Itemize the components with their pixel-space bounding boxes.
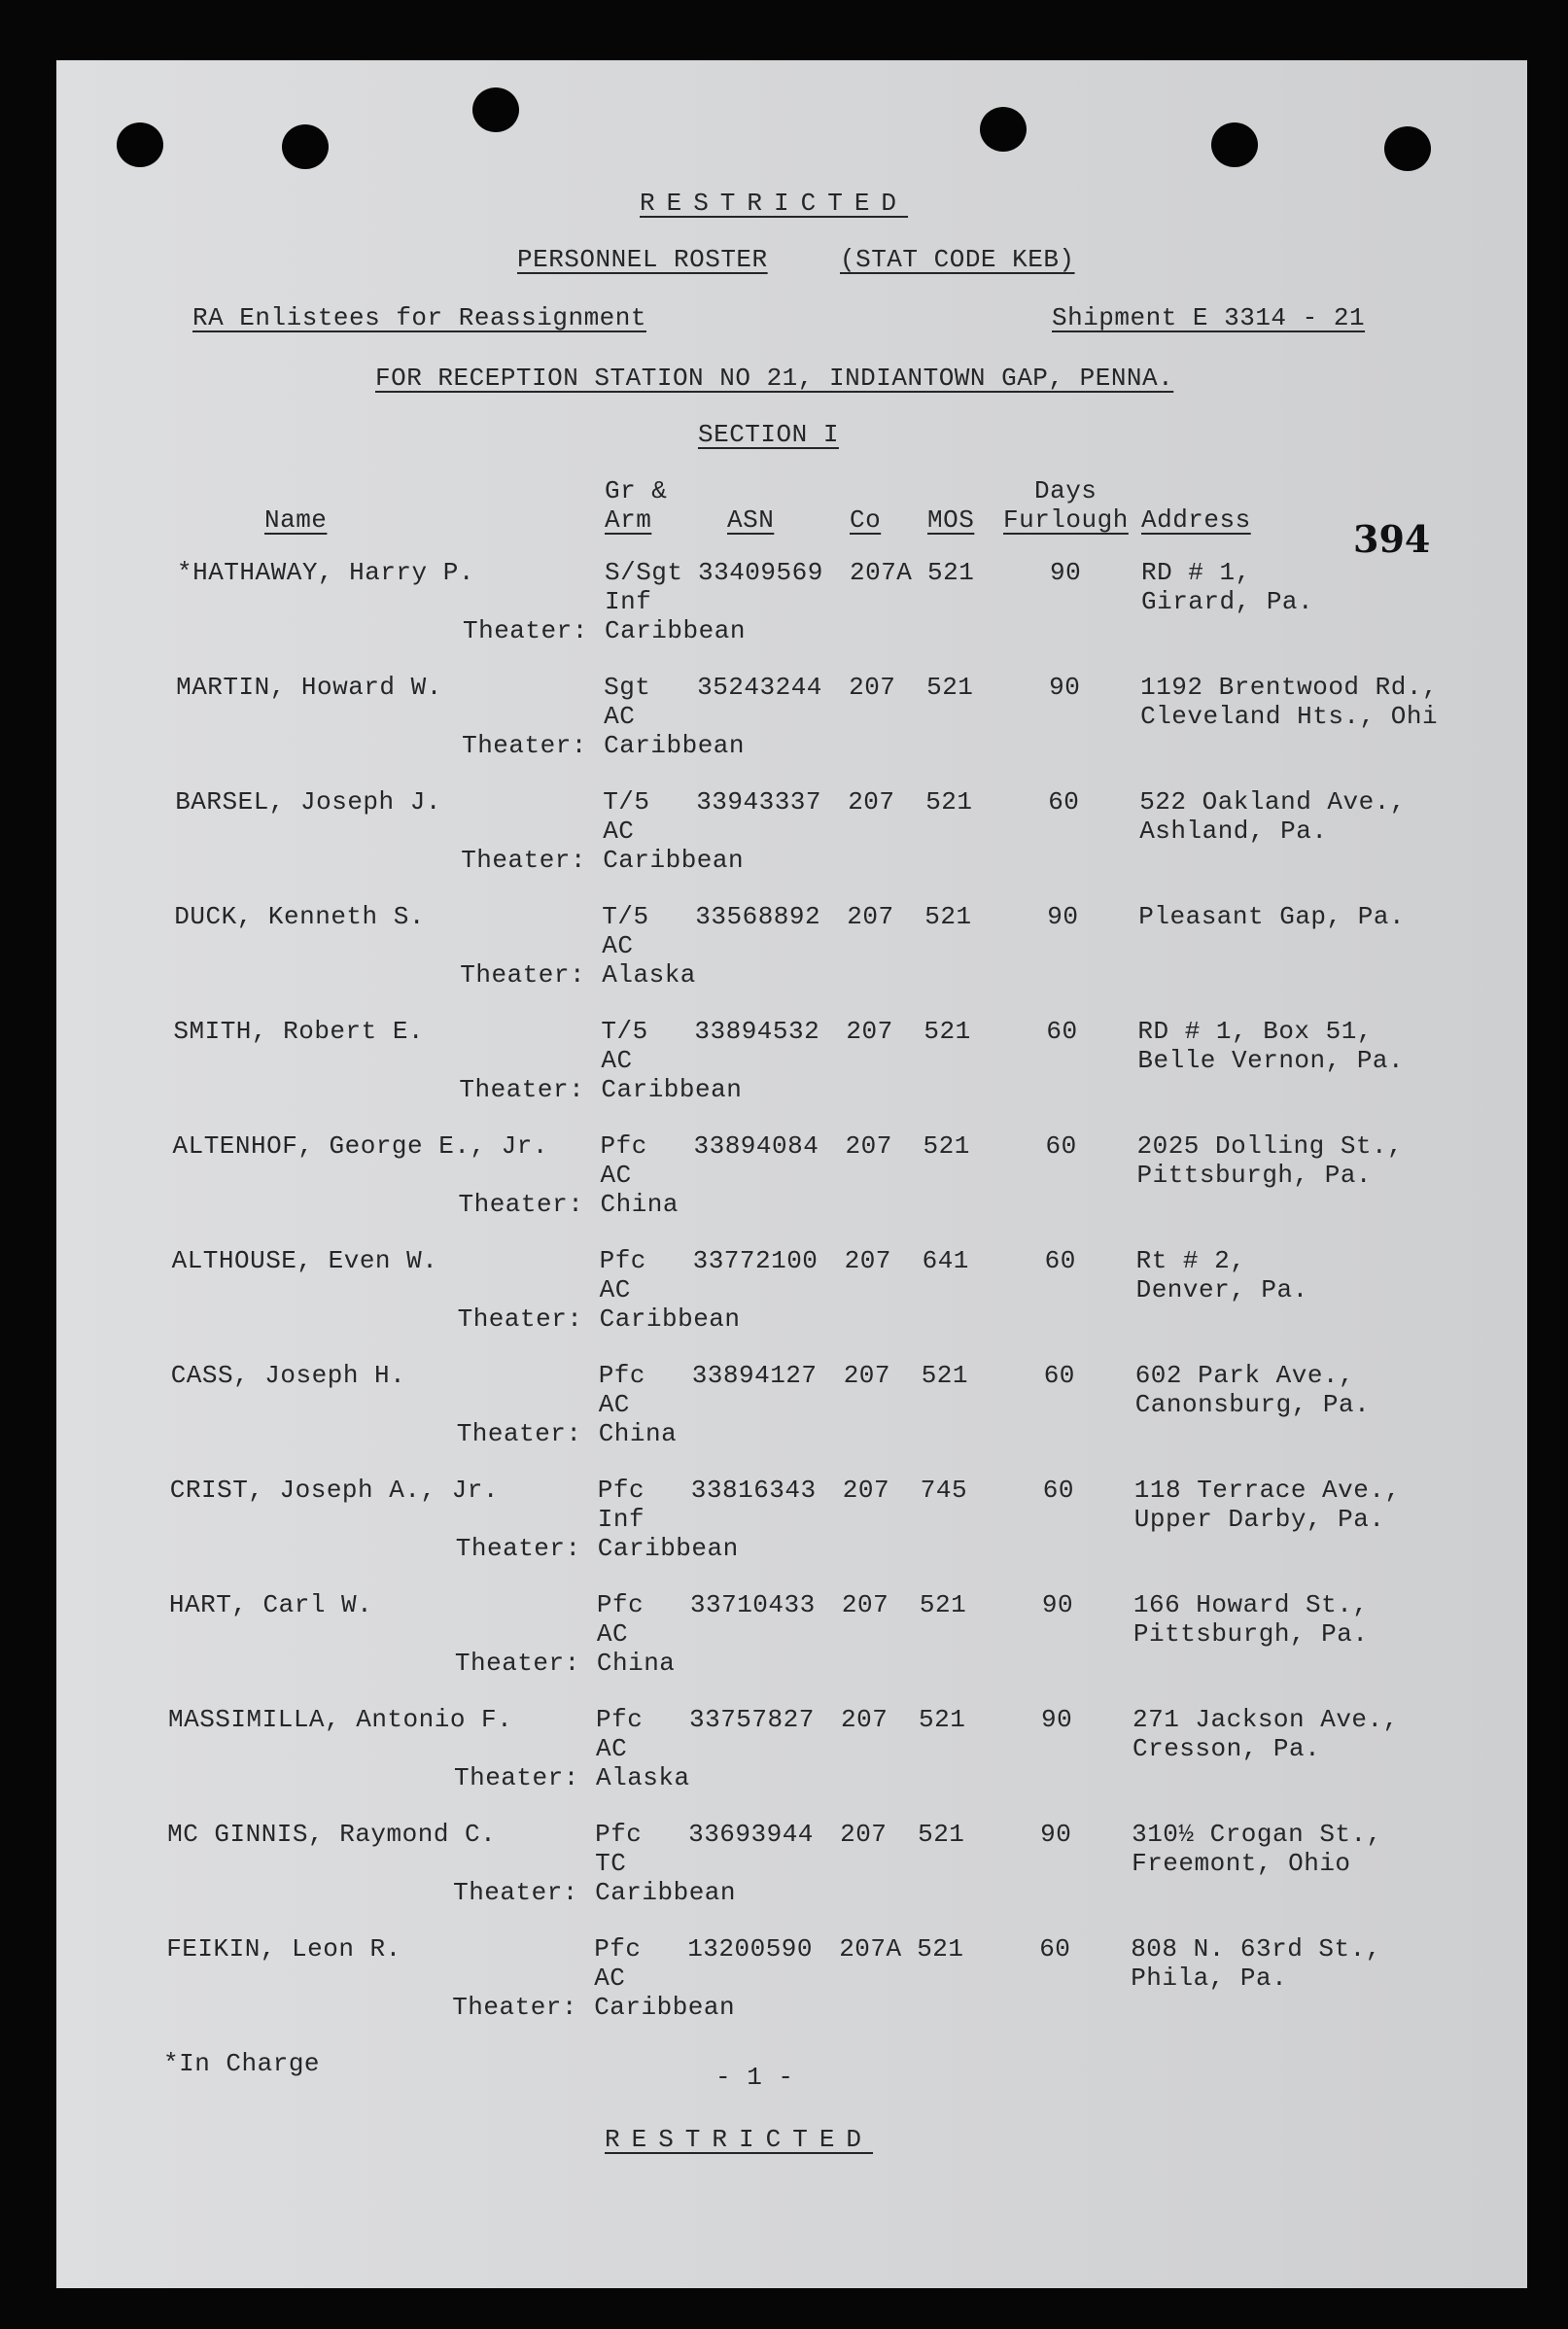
table-row — [56, 1476, 1527, 1582]
roster-company: 207 — [846, 1017, 893, 1046]
theater-label: Theater: — [454, 1649, 580, 1678]
roster-arm: AC — [601, 1046, 633, 1075]
roster-arm: AC — [602, 931, 634, 960]
col-gr-arm-top: Gr & — [605, 476, 668, 505]
roster-days: 60 — [1039, 1934, 1071, 1964]
roster-address-line1: 602 Park Ave., — [1134, 1361, 1355, 1390]
page-stamp-number: 394 — [1353, 517, 1431, 561]
roster-mos: 641 — [922, 1246, 969, 1275]
roster-mos: 521 — [926, 673, 974, 702]
roster-grade: T/5 — [601, 1017, 648, 1046]
roster-name: ALTENHOF, George E., Jr. — [172, 1131, 548, 1161]
roster-name: SMITH, Robert E. — [173, 1017, 425, 1046]
roster-company: 207 — [844, 1246, 891, 1275]
roster-theater: China — [596, 1649, 676, 1678]
punch-hole — [1384, 126, 1431, 171]
roster-grade: S/Sgt — [605, 558, 683, 587]
roster-title: PERSONNEL ROSTER — [517, 245, 768, 274]
roster-days: 90 — [1047, 902, 1079, 931]
enlistees-subtitle: RA Enlistees for Reassignment — [192, 303, 646, 332]
roster-mos: 521 — [923, 1017, 971, 1046]
roster-grade: Pfc — [596, 1590, 645, 1619]
roster-theater: China — [598, 1419, 678, 1448]
roster-theater: Caribbean — [601, 1075, 743, 1104]
roster-theater: Caribbean — [594, 1993, 736, 2022]
roster-address-line2: Girard, Pa. — [1141, 587, 1314, 616]
roster-theater: Caribbean — [599, 1304, 741, 1334]
roster-arm: AC — [600, 1161, 632, 1190]
col-address: Address — [1141, 505, 1251, 535]
col-mos: MOS — [927, 505, 975, 535]
table-row — [56, 1705, 1527, 1812]
roster-mos: 745 — [920, 1476, 968, 1505]
roster-theater: Alaska — [596, 1763, 690, 1792]
table-row — [56, 1590, 1527, 1697]
roster-address-line1: Pleasant Gap, Pa. — [1138, 902, 1406, 931]
roster-name: ALTHOUSE, Even W. — [171, 1246, 438, 1275]
roster-arm: Inf — [597, 1505, 645, 1534]
roster-company: 207 — [841, 1705, 889, 1734]
roster-mos: 521 — [923, 1131, 970, 1161]
roster-company: 207 — [843, 1361, 890, 1390]
roster-asn: 33894532 — [694, 1017, 820, 1046]
punch-hole — [980, 107, 1027, 152]
roster-address-line2: Freemont, Ohio — [1132, 1849, 1351, 1878]
roster-address-line1: 1192 Brentwood Rd., — [1140, 673, 1439, 702]
roster-address-line1: 2025 Dolling St., — [1136, 1131, 1404, 1161]
roster-name: DUCK, Kenneth S. — [174, 902, 425, 931]
roster-asn: 33772100 — [692, 1246, 819, 1275]
roster-asn: 33894084 — [693, 1131, 819, 1161]
roster-name: BARSEL, Joseph J. — [175, 787, 441, 817]
roster-company: 207 — [847, 902, 894, 931]
roster-mos: 521 — [919, 1590, 967, 1619]
theater-label: Theater: — [461, 846, 587, 875]
roster-name: FEIKIN, Leon R. — [166, 1934, 401, 1964]
roster-name: MASSIMILLA, Antonio F. — [168, 1705, 513, 1734]
col-gr-arm: Arm — [605, 505, 652, 535]
roster-days: 90 — [1050, 558, 1082, 587]
table-row — [56, 1017, 1527, 1124]
roster-asn: 33710433 — [689, 1590, 816, 1619]
roster-address-line2: Pittsburgh, Pa. — [1132, 1619, 1369, 1649]
roster-days: 60 — [1042, 1476, 1075, 1505]
roster-address-line2: Phila, Pa. — [1131, 1964, 1288, 1993]
roster-asn: 13200590 — [687, 1934, 814, 1964]
punch-hole — [472, 87, 519, 132]
page-number: - 1 - — [715, 2063, 794, 2092]
roster-arm: AC — [596, 1619, 629, 1649]
roster-asn: 33943337 — [696, 787, 822, 817]
roster-grade: Pfc — [596, 1705, 644, 1734]
roster-address-line1: 271 Jackson Ave., — [1132, 1705, 1399, 1734]
roster-grade: Pfc — [594, 1934, 642, 1964]
roster-grade: T/5 — [602, 902, 649, 931]
destination-line: FOR RECEPTION STATION NO 21, INDIANTOWN GAP, PENNA. — [375, 364, 1174, 393]
roster-asn: 33816343 — [690, 1476, 817, 1505]
roster-grade: T/5 — [603, 787, 650, 817]
roster-company: 207A — [839, 1934, 902, 1964]
roster-days: 60 — [1045, 1131, 1077, 1161]
roster-name: HART, Carl W. — [168, 1590, 373, 1619]
roster-days: 60 — [1044, 1246, 1076, 1275]
roster-address-line1: 522 Oakland Ave., — [1139, 787, 1406, 817]
roster-grade: Pfc — [598, 1361, 645, 1390]
roster-asn: 33409569 — [698, 558, 823, 587]
roster-mos: 521 — [917, 1934, 964, 1964]
roster-days: 60 — [1043, 1361, 1075, 1390]
roster-address-line1: RD # 1, — [1141, 558, 1251, 587]
roster-company: 207 — [848, 787, 895, 817]
table-row — [56, 1934, 1527, 2041]
roster-mos: 521 — [927, 558, 975, 587]
roster-grade: Pfc — [597, 1476, 645, 1505]
roster-mos: 521 — [921, 1361, 968, 1390]
roster-address-line2: Upper Darby, Pa. — [1133, 1505, 1385, 1534]
theater-label: Theater: — [455, 1534, 581, 1563]
roster-company: 207 — [845, 1131, 892, 1161]
roster-page — [56, 60, 1527, 2288]
roster-address-line2: Denver, Pa. — [1135, 1275, 1308, 1304]
roster-name: CASS, Joseph H. — [170, 1361, 406, 1390]
punch-hole — [282, 124, 329, 169]
roster-asn: 35243244 — [697, 673, 822, 702]
roster-grade: Sgt — [604, 673, 651, 702]
section-title: SECTION I — [698, 420, 839, 449]
roster-theater: Caribbean — [605, 616, 746, 645]
roster-address-line2: Ashland, Pa. — [1139, 817, 1328, 846]
roster-theater: Caribbean — [604, 731, 746, 760]
col-name: Name — [264, 505, 328, 535]
roster-days: 60 — [1048, 787, 1080, 817]
roster-asn: 33568892 — [695, 902, 821, 931]
in-charge-note: *In Charge — [163, 2049, 321, 2078]
punch-hole — [1211, 122, 1258, 167]
roster-name: MARTIN, Howard W. — [176, 673, 442, 702]
table-row — [56, 1820, 1527, 1927]
shipment-number: Shipment E 3314 - 21 — [1052, 303, 1366, 332]
roster-arm: AC — [604, 702, 636, 731]
theater-label: Theater: — [452, 1993, 578, 2022]
roster-address-line1: 310½ Crogan St., — [1132, 1820, 1382, 1849]
roster-company: 207 — [841, 1590, 889, 1619]
col-asn: ASN — [727, 505, 775, 535]
roster-address-line1: 166 Howard St., — [1132, 1590, 1369, 1619]
roster-days: 90 — [1041, 1590, 1074, 1619]
roster-asn: 33894127 — [691, 1361, 818, 1390]
punch-hole — [117, 122, 163, 167]
roster-company: 207A — [850, 558, 913, 587]
roster-grade: Pfc — [600, 1131, 647, 1161]
roster-name: MC GINNIS, Raymond C. — [167, 1820, 497, 1849]
roster-address-line2: Belle Vernon, Pa. — [1137, 1046, 1405, 1075]
roster-arm: TC — [595, 1849, 627, 1878]
roster-mos: 521 — [918, 1820, 965, 1849]
roster-mos: 521 — [925, 787, 973, 817]
roster-days: 90 — [1040, 1820, 1072, 1849]
theater-label: Theater: — [456, 1419, 582, 1448]
theater-label: Theater: — [459, 1075, 585, 1104]
roster-arm: AC — [603, 817, 635, 846]
roster-theater: Caribbean — [595, 1878, 737, 1907]
roster-days: 90 — [1049, 673, 1081, 702]
theater-label: Theater: — [463, 616, 588, 645]
table-row — [56, 1131, 1527, 1238]
roster-address-line1: 808 N. 63rd St., — [1131, 1934, 1381, 1964]
roster-address-line1: Rt # 2, — [1135, 1246, 1246, 1275]
roster-address-line1: RD # 1, Box 51, — [1137, 1017, 1373, 1046]
roster-address-line1: 118 Terrace Ave., — [1133, 1476, 1401, 1505]
table-row — [56, 787, 1527, 894]
table-row — [56, 673, 1527, 780]
roster-company: 207 — [840, 1820, 888, 1849]
roster-name: CRIST, Joseph A., Jr. — [169, 1476, 499, 1505]
classification-top: RESTRICTED — [640, 189, 909, 218]
roster-address-line2: Cleveland Hts., Ohi — [1140, 702, 1439, 731]
table-row — [56, 902, 1527, 1009]
roster-theater: China — [600, 1190, 679, 1219]
theater-label: Theater: — [453, 1878, 578, 1907]
stat-code: (STAT CODE KEB) — [840, 245, 1075, 274]
roster-mos: 521 — [919, 1705, 966, 1734]
roster-address-line2: Pittsburgh, Pa. — [1136, 1161, 1373, 1190]
table-row — [56, 1246, 1527, 1353]
roster-days: 90 — [1041, 1705, 1073, 1734]
roster-company: 207 — [842, 1476, 890, 1505]
roster-grade: Pfc — [599, 1246, 646, 1275]
roster-arm: Inf — [605, 587, 652, 616]
roster-name: *HATHAWAY, Harry P. — [177, 558, 474, 587]
roster-asn: 33757827 — [689, 1705, 815, 1734]
theater-label: Theater: — [458, 1190, 584, 1219]
col-days-furlough: Furlough — [1003, 505, 1129, 535]
roster-address-line2: Canonsburg, Pa. — [1134, 1390, 1371, 1419]
roster-days: 60 — [1046, 1017, 1078, 1046]
classification-bottom: RESTRICTED — [605, 2125, 874, 2154]
roster-theater: Caribbean — [597, 1534, 739, 1563]
roster-theater: Caribbean — [603, 846, 745, 875]
roster-grade: Pfc — [595, 1820, 643, 1849]
roster-mos: 521 — [924, 902, 972, 931]
theater-label: Theater: — [457, 1304, 583, 1334]
roster-arm: AC — [599, 1275, 631, 1304]
theater-label: Theater: — [454, 1763, 579, 1792]
roster-asn: 33693944 — [688, 1820, 814, 1849]
theater-label: Theater: — [462, 731, 587, 760]
table-row — [56, 1361, 1527, 1468]
roster-company: 207 — [849, 673, 896, 702]
col-co: Co — [850, 505, 882, 535]
roster-arm: AC — [596, 1734, 628, 1763]
table-row — [56, 558, 1527, 665]
col-days-top: Days — [1034, 476, 1098, 505]
theater-label: Theater: — [460, 960, 586, 990]
roster-arm: AC — [594, 1964, 626, 1993]
roster-address-line2: Cresson, Pa. — [1132, 1734, 1321, 1763]
roster-theater: Alaska — [602, 960, 696, 990]
roster-arm: AC — [598, 1390, 630, 1419]
